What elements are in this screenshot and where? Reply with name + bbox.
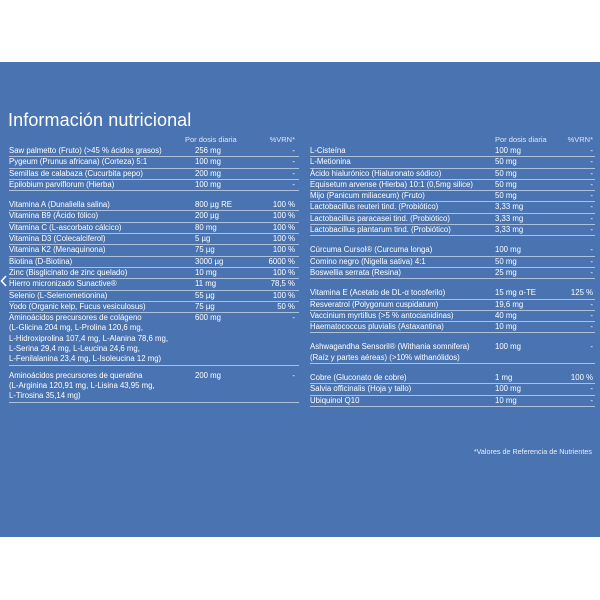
nutrient-vrn: - xyxy=(590,267,593,277)
group-gap xyxy=(310,333,595,342)
nutrient-name: Vitamina D3 (Colecalciferol) xyxy=(9,234,106,244)
nutrient-amount: 10 mg xyxy=(495,395,517,405)
nutrient-name: Semillas de calabaza (Cucurbita pepo) xyxy=(9,168,143,178)
nutrient-name-line: L-Hidroxiprolina 107,4 mg, L-Alanina 78,6 mg, xyxy=(9,333,169,343)
nutrient-name: Vitamina B9 (Ácido fólico) xyxy=(9,211,99,221)
nutrient-amount: 15 mg α-TE xyxy=(495,288,536,298)
table-row xyxy=(310,245,595,256)
nutrient-amount: 200 mg xyxy=(195,168,222,178)
nutrient-amount: 5 µg xyxy=(195,234,211,244)
table-row xyxy=(310,322,595,333)
nutrient-name: Hierro micronizado Sunactive® xyxy=(9,279,117,289)
table-row xyxy=(9,157,299,168)
nutrient-amount: 600 mg xyxy=(195,313,222,323)
table-row xyxy=(310,300,595,311)
nutrient-name-line: L-Tirosina 35,14 mg) xyxy=(9,391,81,401)
nutrient-amount: 50 mg xyxy=(495,256,517,266)
nutrient-amount: 80 mg xyxy=(195,222,217,232)
nutrient-vrn: 100 % xyxy=(272,267,295,277)
nutrient-vrn: - xyxy=(292,157,295,167)
footnote: *Valores de Referencia de Nutrientes xyxy=(473,447,592,456)
table-row xyxy=(310,169,595,180)
nutrient-vrn: - xyxy=(292,313,295,323)
nutrient-name: Lactobacillus paracasei tind. (Probiótico) xyxy=(310,213,450,223)
nutrient-vrn: 100 % xyxy=(570,373,593,383)
nutrient-vrn: 100 % xyxy=(272,290,295,300)
nutrient-vrn: - xyxy=(590,342,593,352)
nutrient-vrn: 50 % xyxy=(277,301,295,311)
table-row xyxy=(9,180,299,191)
table-row xyxy=(9,234,299,245)
nutrient-vrn: - xyxy=(590,310,593,320)
nutrient-amount: 100 mg xyxy=(495,245,522,255)
nutrient-amount: 1 mg xyxy=(495,373,513,383)
table-row xyxy=(310,288,595,299)
nutrient-vrn: - xyxy=(590,179,593,189)
nutrient-vrn: - xyxy=(590,299,593,309)
right-column xyxy=(310,135,595,407)
nutrient-name: Selenio (L-Selenometionina) xyxy=(9,290,108,300)
nutrient-amount: 50 mg xyxy=(495,157,517,167)
group-gap xyxy=(9,191,299,200)
nutrient-name: L-Metionina xyxy=(310,157,351,167)
nutrient-name-line: L-Serina 29,4 mg, L-Leucina 24,6 mg, xyxy=(9,344,140,354)
nutrient-amount: 40 mg xyxy=(495,310,517,320)
nutrient-amount: 100 mg xyxy=(195,179,222,189)
nutrient-name-line: Aminoácidos precursores de queratina xyxy=(9,370,143,380)
nutrient-amount: 55 µg xyxy=(195,290,215,300)
right-header xyxy=(310,135,595,145)
nutrient-name: Vaccinium myrtillus (>5 % antocianidinas) xyxy=(310,310,454,320)
header-per-dose: Por dosis diaria xyxy=(185,135,237,144)
nutrient-name xyxy=(9,313,195,364)
nutrient-name: Vitamina A (Dunaliella salina) xyxy=(9,200,110,210)
nutrient-amount: 256 mg xyxy=(195,146,222,155)
nutrient-vrn: - xyxy=(590,322,593,332)
nutrient-amount: 100 mg xyxy=(495,384,522,394)
table-row xyxy=(9,223,299,234)
nutrient-name: Ácido hialurónico (Hialuronato sódico) xyxy=(310,168,442,178)
nutrient-vrn: 100 % xyxy=(272,245,295,255)
page-title: Información nutricional xyxy=(8,110,192,130)
nutrient-name-line: (L-Arginina 120,91 mg, L-Lisina 43,95 mg, xyxy=(9,380,155,390)
nutrient-amount: 75 µg xyxy=(195,245,215,255)
nutrient-amount: 25 mg xyxy=(495,267,517,277)
nutrient-vrn: - xyxy=(590,191,593,201)
nutrient-name: Biotina (D-Biotina) xyxy=(9,256,73,266)
nutrient-vrn: - xyxy=(590,157,593,167)
nutrient-amount: 19,6 mg xyxy=(495,299,524,309)
header-vrn: %VRN* xyxy=(269,135,295,144)
nutrient-amount: 3,33 mg xyxy=(495,202,524,212)
table-row xyxy=(9,211,299,222)
nutrient-vrn: 100 % xyxy=(272,234,295,244)
nutrient-name: Yodo (Organic kelp, Fucus vesiculosus) xyxy=(9,301,146,311)
nutrient-amount: 100 mg xyxy=(195,157,222,167)
table-row xyxy=(9,245,299,256)
table-row xyxy=(310,257,595,268)
nutrient-amount: 200 µg xyxy=(195,211,220,221)
header-per-dose: Por dosis diaria xyxy=(495,135,547,144)
table-row xyxy=(310,384,595,395)
nutrient-name: Lactobacillus plantarum tind. (Probiótico) xyxy=(310,225,451,235)
nutrient-vrn: - xyxy=(590,202,593,212)
nutrient-amount: 50 mg xyxy=(495,179,517,189)
nutrient-vrn: - xyxy=(292,370,295,380)
nutrient-name: Equisetum arvense (Hierba) 10:1 (0,5mg silice) xyxy=(310,179,473,189)
nutrient-name: Vitamina E (Acetato de DL-α tocoferilo) xyxy=(310,288,446,298)
table-row xyxy=(9,291,299,302)
nutrient-vrn: - xyxy=(292,179,295,189)
nutrient-name: Vitamina K2 (Menaquinona) xyxy=(9,245,106,255)
nutrient-amount: 50 mg xyxy=(495,191,517,201)
nutrient-vrn: - xyxy=(590,146,593,155)
nutrient-name: Salvia officinalis (Hoja y tallo) xyxy=(310,384,412,394)
nutrient-name: Resveratrol (Polygonum cuspidatum) xyxy=(310,299,439,309)
nutrient-amount: 3,33 mg xyxy=(495,213,524,223)
nutrient-name-line: Aminoácidos precursores de colágeno xyxy=(9,313,142,323)
nutrient-name-line: L-Fenilalanina 23,4 mg, L-Isoleucina 12 mg) xyxy=(9,354,162,364)
nutrient-name: Lactobacillus reuteri tind. (Probiótico) xyxy=(310,202,439,212)
table-row xyxy=(310,180,595,191)
table-row xyxy=(9,268,299,279)
nutrient-vrn: 125 % xyxy=(570,288,593,298)
nutrient-name: Cobre (Gluconato de cobre) xyxy=(310,373,407,383)
nutrient-amount: 100 mg xyxy=(495,342,522,352)
table-row xyxy=(9,313,299,365)
nutrient-vrn: 100 % xyxy=(272,200,295,210)
nutrient-name: Ubiquinol Q10 xyxy=(310,395,360,405)
chevron-left-icon[interactable] xyxy=(0,275,8,287)
table-row xyxy=(9,302,299,313)
table-row xyxy=(9,371,299,403)
nutrient-name: Saw palmetto (Fruto) (>45 % ácidos grasos) xyxy=(9,146,162,155)
table-row xyxy=(9,200,299,211)
nutrient-name: L-Cisteína xyxy=(310,146,346,155)
nutrient-name: Boswellia serrata (Resina) xyxy=(310,267,401,277)
header-vrn: %VRN* xyxy=(567,135,593,144)
table-row xyxy=(9,169,299,180)
nutrient-vrn: - xyxy=(590,395,593,405)
nutrient-vrn: - xyxy=(590,213,593,223)
nutrient-amount: 3,33 mg xyxy=(495,225,524,235)
nutrient-name: Cúrcuma Cursol® (Curcuma longa) xyxy=(310,245,433,255)
table-row xyxy=(9,279,299,290)
nutrient-amount: 11 mg xyxy=(195,279,217,289)
nutrient-amount: 75 µg xyxy=(195,301,215,311)
nutrient-vrn: - xyxy=(590,256,593,266)
group-gap xyxy=(310,279,595,288)
nutrient-vrn: - xyxy=(292,146,295,155)
nutrient-amount: 800 µg RE xyxy=(195,200,233,210)
table-row xyxy=(310,146,595,157)
nutrient-name: Mijo (Panicum miliaceum) (Fruto) xyxy=(310,191,425,201)
table-row xyxy=(310,396,595,407)
nutrient-name-line: Ashwagandha Sensoril® (Withania somnifera) xyxy=(310,342,470,352)
nutrient-name: Haematococcus pluvialis (Astaxantina) xyxy=(310,322,444,332)
table-row xyxy=(310,373,595,384)
group-gap xyxy=(310,364,595,373)
nutrient-name-line: (Raíz y partes aéreas) (>10% withanólidos) xyxy=(310,352,460,362)
nutrient-name: Comino negro (Nigella sativa) 4:1 xyxy=(310,256,426,266)
table-row xyxy=(9,146,299,157)
table-row xyxy=(310,225,595,236)
nutrient-name: Zinc (Bisglicinato de zinc quelado) xyxy=(9,267,128,277)
table-row xyxy=(310,191,595,202)
nutrient-vrn: 100 % xyxy=(272,222,295,232)
nutrient-vrn: 78,5 % xyxy=(270,279,295,289)
nutrient-vrn: - xyxy=(590,384,593,394)
nutrient-name xyxy=(9,371,195,402)
nutrient-name xyxy=(310,342,495,363)
nutrient-name: Vitamina C (L-ascorbato cálcico) xyxy=(9,222,122,232)
nutrient-amount: 200 mg xyxy=(195,370,222,380)
nutrient-vrn: - xyxy=(590,168,593,178)
nutrient-vrn: - xyxy=(590,225,593,235)
nutrient-amount: 50 mg xyxy=(495,168,517,178)
nutrient-vrn: 6000 % xyxy=(268,256,295,266)
table-row xyxy=(310,311,595,322)
nutrient-amount: 100 mg xyxy=(495,146,522,155)
nutrient-amount: 10 mg xyxy=(195,267,217,277)
group-gap xyxy=(310,236,595,245)
table-row xyxy=(310,342,595,364)
table-row xyxy=(310,202,595,213)
nutrient-vrn: - xyxy=(590,245,593,255)
table-row xyxy=(310,214,595,225)
nutrient-name: Pygeum (Prunus africana) (Corteza) 5:1 xyxy=(9,157,148,167)
table-row xyxy=(310,268,595,279)
nutrient-vrn: 100 % xyxy=(272,211,295,221)
nutrient-vrn: - xyxy=(292,168,295,178)
nutrient-name: Epilobium parviflorum (Hierba) xyxy=(9,179,115,189)
table-row xyxy=(310,157,595,168)
left-header xyxy=(9,135,299,145)
nutrient-amount: 3000 µg xyxy=(195,256,224,266)
left-column xyxy=(9,135,299,403)
nutrient-amount: 10 mg xyxy=(495,322,517,332)
table-row xyxy=(9,257,299,268)
nutrient-name-line: (L-Glicina 204 mg, L-Prolina 120,6 mg, xyxy=(9,323,143,333)
